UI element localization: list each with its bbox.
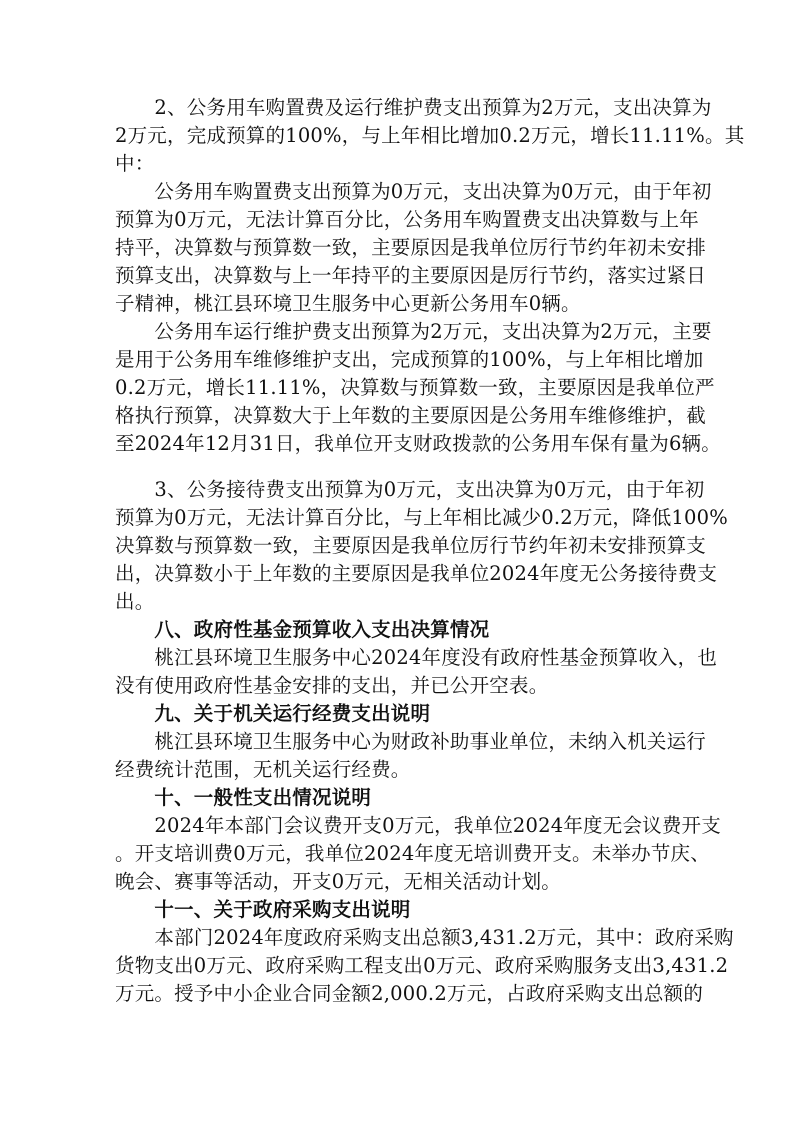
text-line: 桃江县环境卫生服务中心2024年度没有政府性基金预算收入，也 <box>115 646 718 669</box>
text-line: 预算为0万元，无法计算百分比，与上年相比减少0.2万元，降低100% <box>115 506 728 529</box>
text-line: 本部门2024年度政府采购支出总额3,431.2万元，其中：政府采购 <box>115 926 734 949</box>
text-line: 2024年本部门会议费开支0万元，我单位2024年度无会议费开支 <box>115 814 721 837</box>
section-heading: 十一、关于政府采购支出说明 <box>115 898 411 921</box>
text-line: 货物支出0万元、政府采购工程支出0万元、政府采购服务支出3,431.2 <box>115 954 729 977</box>
text-line: 至2024年12月31日，我单位开支财政拨款的公务用车保有量为6辆。 <box>115 432 721 455</box>
text-line: 出。 <box>115 590 155 613</box>
text-line: 3、公务接待费支出预算为0万元，支出决算为0万元，由于年初 <box>115 478 705 501</box>
section-heading: 十、一般性支出情况说明 <box>115 786 372 809</box>
text-line: 没有使用政府性基金安排的支出，并已公开空表。 <box>115 674 549 697</box>
text-line: 格执行预算，决算数大于上年数的主要原因是公务用车维修维护，截 <box>115 404 707 427</box>
text-line: 万元。授予中小企业合同金额2,000.2万元，占政府采购支出总额的 <box>115 982 704 1005</box>
text-line: 是用于公务用车维修维护支出，完成预算的100%，与上年相比增加 <box>115 348 704 371</box>
text-line: 持平，决算数与预算数一致，主要原因是我单位厉行节约年初未安排 <box>115 236 707 259</box>
section-heading: 八、政府性基金预算收入支出决算情况 <box>115 618 490 641</box>
section-heading: 九、关于机关运行经费支出说明 <box>115 702 431 725</box>
text-line: 决算数与预算数一致，主要原因是我单位厉行节约年初未安排预算支 <box>115 534 707 557</box>
text-line: 2、公务用车购置费及运行维护费支出预算为2万元，支出决算为 <box>115 96 712 119</box>
text-line: 晚会、赛事等活动，开支0万元，无相关活动计划。 <box>115 870 562 893</box>
text-line: 预算支出，决算数与上一年持平的主要原因是厉行节约，落实过紧日 <box>115 264 707 287</box>
text-line: 子精神，桃江县环境卫生服务中心更新公务用车0辆。 <box>115 292 581 315</box>
text-line: 经费统计范围，无机关运行经费。 <box>115 758 411 781</box>
text-line: 预算为0万元，无法计算百分比，公务用车购置费支出决算数与上年 <box>115 208 699 231</box>
text-line: 2万元，完成预算的100%，与上年相比增加0.2万元，增长11.11%。其 <box>115 124 745 147</box>
text-line: 桃江县环境卫生服务中心为财政补助事业单位，未纳入机关运行 <box>115 730 707 753</box>
text-line: 0.2万元，增长11.11%，决算数与预算数一致，主要原因是我单位严 <box>115 376 715 399</box>
text-line: 中： <box>115 152 155 175</box>
text-line: 公务用车购置费支出预算为0万元，支出决算为0万元，由于年初 <box>115 180 712 203</box>
text-line: 。开支培训费0万元，我单位2024年度无培训费开支。未举办节庆、 <box>115 842 710 865</box>
text-line: 出，决算数小于上年数的主要原因是我单位2024年度无公务接待费支 <box>115 562 718 585</box>
text-line: 公务用车运行维护费支出预算为2万元，支出决算为2万元，主要 <box>115 320 712 343</box>
